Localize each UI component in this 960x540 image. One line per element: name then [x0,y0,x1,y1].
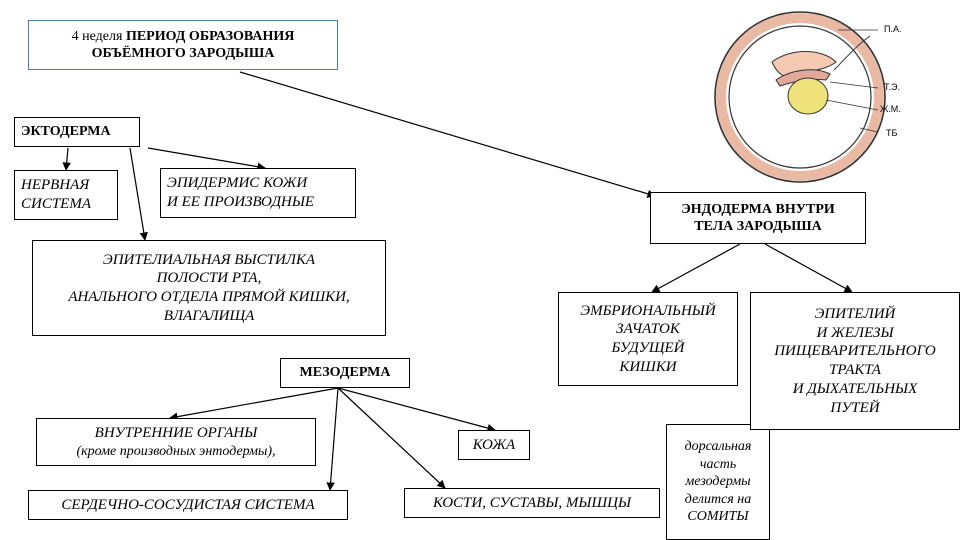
label-te: Т.Э. [884,82,900,92]
epidermis-box [160,168,356,218]
internal-line2: (кроме производных энтодермы), [76,443,276,459]
epith-line5: И ДЫХАТЕЛЬНЫХ [792,380,918,397]
bones-box [404,488,660,518]
epith-line4: ТРАКТА [829,362,881,378]
gut-line2: ЗАЧАТОК [616,321,680,338]
epidermis-line1: ЭПИДЕРМИС КОЖИ [167,175,308,192]
arrow-ectoderm-to-epidermis [148,148,265,168]
epidermis-line2: И ЕЕ ПРОИЗВОДНЫЕ [167,194,315,210]
dorsal-line3: мезодермы [685,474,751,490]
arrow-mesoderm-to-bones [338,388,445,488]
ectoderm-label: ЭКТОДЕРМА [21,124,111,140]
epithelial-line4: ВЛАГАЛИЩА [163,307,255,324]
title-line1: ПЕРИОД ОБРАЗОВАНИЯ [125,28,295,44]
gut-rudiment-box [558,292,738,386]
title-prefix: 4 неделя [71,28,126,44]
embryo-illustration [715,12,885,182]
epithelial-lining-box [32,240,386,336]
dorsal-line1: дорсальная [684,439,752,455]
label-zhm: Ж.М. [880,104,901,114]
dorsal-line4: делится на [684,491,752,507]
epith-line1: ЭПИТЕЛИЙ [814,305,896,322]
title-box [28,20,338,70]
bones-label: КОСТИ, СУСТАВЫ, МЫШЦЫ [432,494,632,511]
arrow-mesoderm-to-cardio [330,388,338,490]
dorsal-line2: часть [699,456,737,472]
gut-line3: БУДУЩЕЙ [611,340,685,356]
epithelium-glands-box [750,292,960,430]
gut-line4: КИШКИ [619,358,677,375]
mesoderm-box [280,358,410,388]
internal-organs-box [36,418,316,466]
ectoderm-box [14,117,140,147]
label-pa: П.А. [884,24,902,34]
gut-line1: ЭМБРИОНАЛЬНЫЙ [580,302,716,319]
internal-line1: ВНУТРЕННИЕ ОРГАНЫ [94,424,258,441]
dorsal-line5: СОМИТЫ [687,509,749,525]
label-tb: ТБ [886,128,898,138]
dorsal-mesoderm-box [666,424,770,540]
arrow-ectoderm-to-epithelial [130,148,145,240]
endoderm-line2: ТЕЛА ЗАРОДЫША [694,219,822,234]
arrow-ectoderm-to-nervous [66,148,68,170]
title-line2: ОБЪЁМНОГО ЗАРОДЫША [91,46,275,61]
epith-line6: ПУТЕЙ [830,399,880,416]
endoderm-box [650,192,866,244]
nervous-line1: НЕРВНАЯ [21,177,90,194]
epithelial-line3: АНАЛЬНОГО ОТДЕЛА ПРЯМОЙ КИШКИ, [68,289,350,305]
skin-box [458,430,530,460]
nervous-line2: СИСТЕМА [21,196,92,212]
mesoderm-label: МЕЗОДЕРМА [299,365,391,381]
cardiovascular-box [28,490,348,520]
epith-line3: ПИЩЕВАРИТЕЛЬНОГО [774,343,936,360]
arrow-mesoderm-to-skin [338,388,495,430]
cardio-label: СЕРДЕЧНО-СОСУДИСТАЯ СИСТЕМА [61,496,315,513]
embryo-yolk-sac [788,78,828,114]
arrow-mesoderm-to-internal [170,388,338,418]
epithelial-line2: ПОЛОСТИ РТА, [156,270,262,287]
arrow-endoderm-to-gut [652,244,740,292]
nervous-system-box [14,170,118,220]
endoderm-line1: ЭНДОДЕРМА ВНУТРИ [681,201,835,217]
epithelial-line1: ЭПИТЕЛИАЛЬНАЯ ВЫСТИЛКА [102,251,316,268]
skin-label: КОЖА [472,436,516,453]
epith-line2: И ЖЕЛЕЗЫ [816,324,894,341]
arrow-endoderm-to-epithelium [765,244,852,292]
